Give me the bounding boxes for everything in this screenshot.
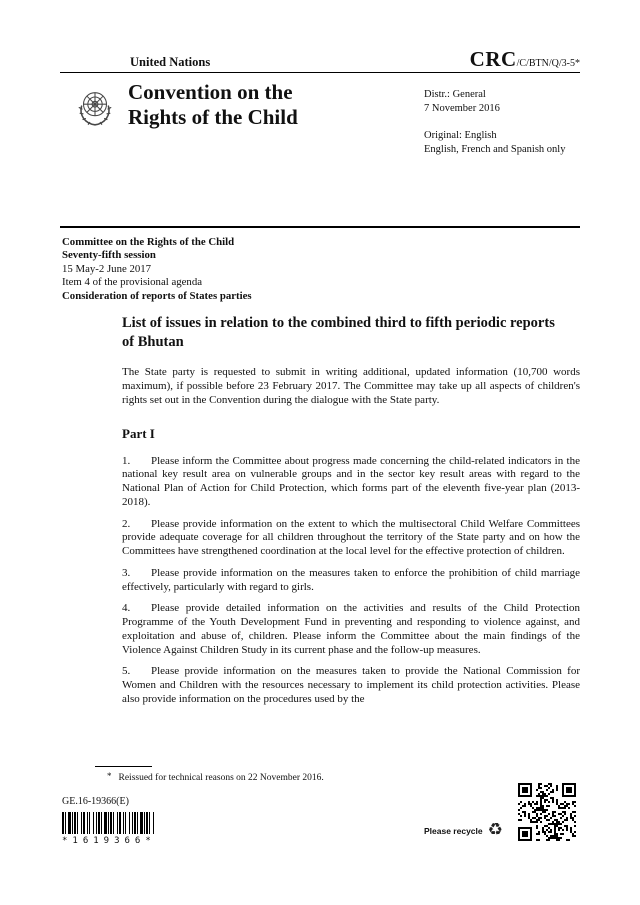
paragraph-2-text: Please provide information on the extent to which the multisectoral Child Welfare Committees provide adequate coverage for all children throughout the territory of the State party and on how the Committees have strengthened coordination at the local level for the effective protection of children. xyxy=(122,517,580,557)
paragraph-1 xyxy=(122,455,580,510)
session-block xyxy=(62,236,252,303)
paragraph-5-text: Please provide information on the measures taken to provide the National Commission for Women and Children with the resources necessary to implement its child protection activities. Please also provide information on the procedures used by the xyxy=(122,665,580,705)
un-emblem-icon xyxy=(72,84,118,134)
paragraph-2 xyxy=(122,518,580,559)
org-name: United Nations xyxy=(130,55,211,69)
recycle-label: Please recycle xyxy=(424,825,483,836)
session-dates: 15 May-2 June 2017 xyxy=(62,262,152,275)
footnote-rule xyxy=(95,766,152,767)
part-heading: Part I xyxy=(122,425,155,441)
distr-line: Distr.: General xyxy=(424,89,486,100)
recycle-icon: ♻ xyxy=(487,820,503,840)
recycle-note xyxy=(424,822,503,839)
convention-title xyxy=(128,80,298,130)
qr-code xyxy=(518,783,576,841)
barcode xyxy=(62,812,155,834)
paragraph-3-number: 3. xyxy=(122,566,131,579)
paragraph-4-text: Please provide detailed information on the activities and results of the Child Protection Programme of the Youth Development Fund in preventing and responding to violence against, and exploitation and abuse of, children. Please inform the Committee about the main findings of the Violence Against Children Study in its current phase and the follow-up measures. xyxy=(122,602,580,656)
footnote xyxy=(95,771,515,783)
footnote-marker: * xyxy=(107,771,112,781)
agenda-item: Item 4 of the provisional agenda xyxy=(62,276,203,289)
document-symbol-suffix: /C/BTN/Q/3-5* xyxy=(516,58,580,69)
convention-title-line1: Convention on the xyxy=(128,80,293,104)
paragraph-3 xyxy=(122,567,580,595)
original-language-line: Original: English xyxy=(424,129,497,141)
agenda-title: Consideration of reports of States parties xyxy=(62,289,252,302)
session-number: Seventy-fifth session xyxy=(62,249,156,262)
paragraph-1-text: Please inform the Committee about progress made concerning the child-related indicators in the national key result area on vulnerable groups and in the sector key result areas with regard to the National Plan of Action for Child Protection, which forms part of the eleventh five-year plan (2013-2018). xyxy=(122,454,580,508)
distribution-info xyxy=(424,88,565,156)
page-title: List of issues in relation to the combined third to fifth periodic reports of Bhutan xyxy=(122,315,555,351)
document-symbol xyxy=(470,47,580,72)
barcode-text: *1619366* xyxy=(62,836,156,846)
document-symbol-prefix: CRC xyxy=(469,47,517,71)
paragraph-4-number: 4. xyxy=(122,602,131,615)
convention-title-line2: Rights of the Child xyxy=(128,104,298,129)
masthead-rule xyxy=(60,226,580,228)
paragraph-3-text: Please provide information on the measures taken to enforce the prohibition of child marriage effectively, particularly with regard to girls. xyxy=(122,566,580,593)
date-line: 7 November 2016 xyxy=(424,102,500,114)
spacer xyxy=(424,116,565,129)
footnote-text: Reissued for technical reasons on 22 November 2016. xyxy=(118,773,324,783)
paragraph-2-number: 2. xyxy=(122,517,131,530)
ge-number: GE.16-19366(E) xyxy=(62,796,129,807)
intro-paragraph: The State party is requested to submit in writing additional, updated information (10,700 words maximum), if possible before 23 February 2017. The Committee may take up all aspects of children's rights set out in the Convention during the dialogue with the State party. xyxy=(122,366,580,406)
paragraph-5-number: 5. xyxy=(122,665,131,678)
committee-name: Committee on the Rights of the Child xyxy=(62,236,235,248)
paragraph-1-number: 1. xyxy=(122,454,131,467)
paragraph-4 xyxy=(122,602,580,657)
languages-line: English, French and Spanish only xyxy=(424,143,566,155)
header-rule xyxy=(60,72,580,73)
paragraph-5 xyxy=(122,665,580,706)
document-body xyxy=(122,314,580,715)
